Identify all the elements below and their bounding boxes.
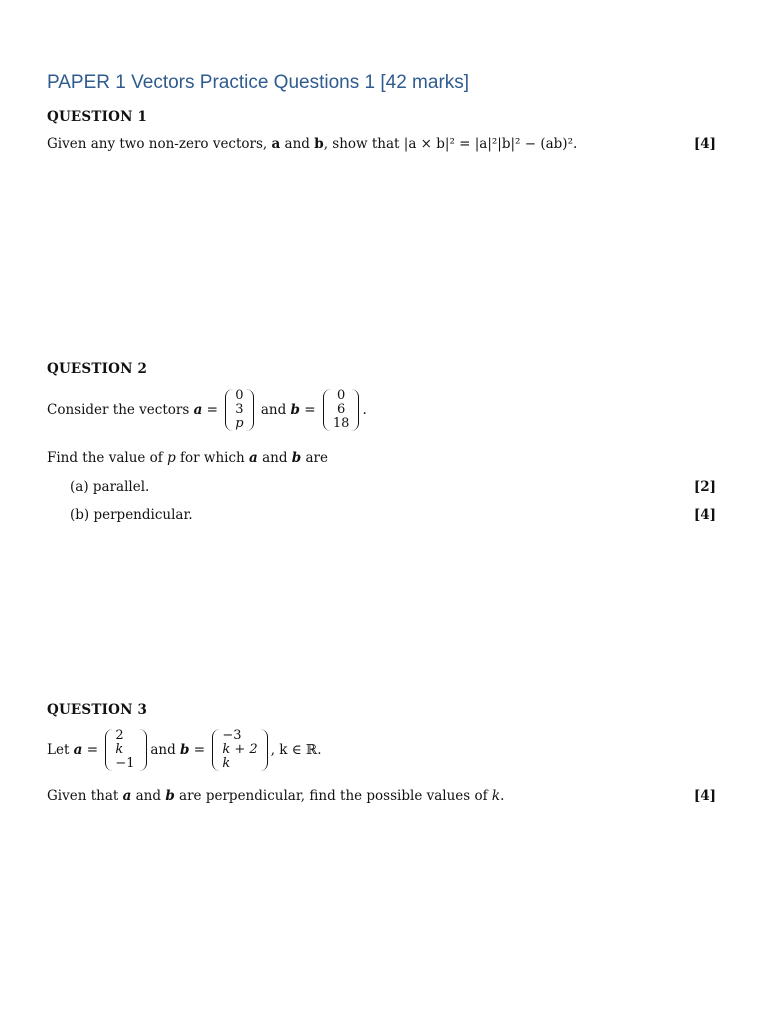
q2-vec-b-z: 18 xyxy=(332,416,350,431)
q3-vec-a-x: 2 xyxy=(115,728,124,743)
left-paren xyxy=(225,389,233,431)
q3-given-before: Given that xyxy=(47,788,123,804)
q3-given-and: and xyxy=(131,788,166,804)
question-3-vectors xyxy=(47,729,322,771)
right-paren xyxy=(351,389,359,431)
question-3-heading: QUESTION 3 xyxy=(47,702,148,718)
q1-text-mid: , show that xyxy=(323,136,404,152)
left-paren xyxy=(105,729,113,771)
q2-vec-a-x: 0 xyxy=(235,388,244,403)
q3-given-a: a xyxy=(122,788,132,804)
q2-vector-b-matrix xyxy=(323,389,360,431)
q3-vector-a-label: a xyxy=(73,742,83,758)
question-2-find xyxy=(47,450,328,466)
question-2-part-a: (a) parallel. xyxy=(70,479,150,495)
q2-vector-a-label: a xyxy=(193,402,203,418)
question-2-part-b-marks: [4] xyxy=(693,507,716,523)
right-paren xyxy=(139,729,147,771)
q2-find-and: and xyxy=(257,450,292,466)
q3-given-after: are perpendicular, find the possible values of xyxy=(174,788,492,804)
q3-domain: , k ∈ ℝ. xyxy=(270,742,322,758)
q2-find-before: Find the value of xyxy=(47,450,168,466)
q1-text-before: Given any two non-zero vectors, xyxy=(47,136,272,152)
question-2-heading: QUESTION 2 xyxy=(47,361,148,377)
q3-vec-b-x: −3 xyxy=(222,728,242,743)
q1-vector-b: b xyxy=(314,136,324,152)
q2-vector-b-label: b xyxy=(290,402,300,418)
question-1-marks: [4] xyxy=(693,136,716,152)
q2-and: and xyxy=(256,402,291,418)
q3-vec-a-y: k xyxy=(115,742,124,757)
q3-equals-b: = xyxy=(189,742,210,758)
q2-p: p xyxy=(167,450,176,466)
q3-vec-a-z: −1 xyxy=(115,756,135,771)
q3-given-b: b xyxy=(165,788,175,804)
q1-identity: |a × b|² = |a|²|b|² − (ab)². xyxy=(403,136,578,152)
q3-vector-b-matrix xyxy=(212,729,267,771)
question-2-part-a-marks: [2] xyxy=(693,479,716,495)
q3-vector-a-matrix xyxy=(105,729,147,771)
q2-find-a: a xyxy=(249,450,258,466)
q2-find-mid: for which xyxy=(175,450,250,466)
q2-equals-b: = xyxy=(299,402,320,418)
question-2-vectors xyxy=(47,389,367,431)
q3-equals-a: = xyxy=(82,742,103,758)
q3-vector-b-label: b xyxy=(180,742,190,758)
page-title: PAPER 1 Vectors Practice Questions 1 [42 marks] xyxy=(47,72,470,93)
left-paren xyxy=(323,389,331,431)
q2-equals-a: = xyxy=(202,402,223,418)
q2-vector-a-matrix xyxy=(225,389,253,431)
question-1-text xyxy=(47,136,577,152)
q3-k: k xyxy=(491,788,501,804)
question-1-heading: QUESTION 1 xyxy=(47,109,148,125)
question-3-marks: [4] xyxy=(693,788,716,804)
right-paren xyxy=(246,389,254,431)
q2-end: . xyxy=(362,402,367,418)
q3-let: Let xyxy=(47,742,74,758)
q3-period: . xyxy=(500,788,505,804)
question-2-part-b: (b) perpendicular. xyxy=(70,507,193,523)
q2-intro: Consider the vectors xyxy=(47,402,194,418)
q1-and: and xyxy=(280,136,315,152)
q2-find-after: are xyxy=(301,450,329,466)
q3-vec-b-y: k + 2 xyxy=(222,742,258,757)
q2-vec-b-x: 0 xyxy=(337,388,346,403)
q3-and: and xyxy=(150,742,181,758)
q2-vec-a-y: 3 xyxy=(235,402,244,417)
question-3-given xyxy=(47,788,504,804)
q2-find-b: b xyxy=(291,450,302,466)
q2-vec-b-y: 6 xyxy=(337,402,346,417)
q1-vector-a: a xyxy=(271,136,281,152)
left-paren xyxy=(212,729,220,771)
q3-vec-b-z: k xyxy=(222,756,231,771)
right-paren xyxy=(260,729,268,771)
q2-vec-a-z: p xyxy=(235,416,244,431)
